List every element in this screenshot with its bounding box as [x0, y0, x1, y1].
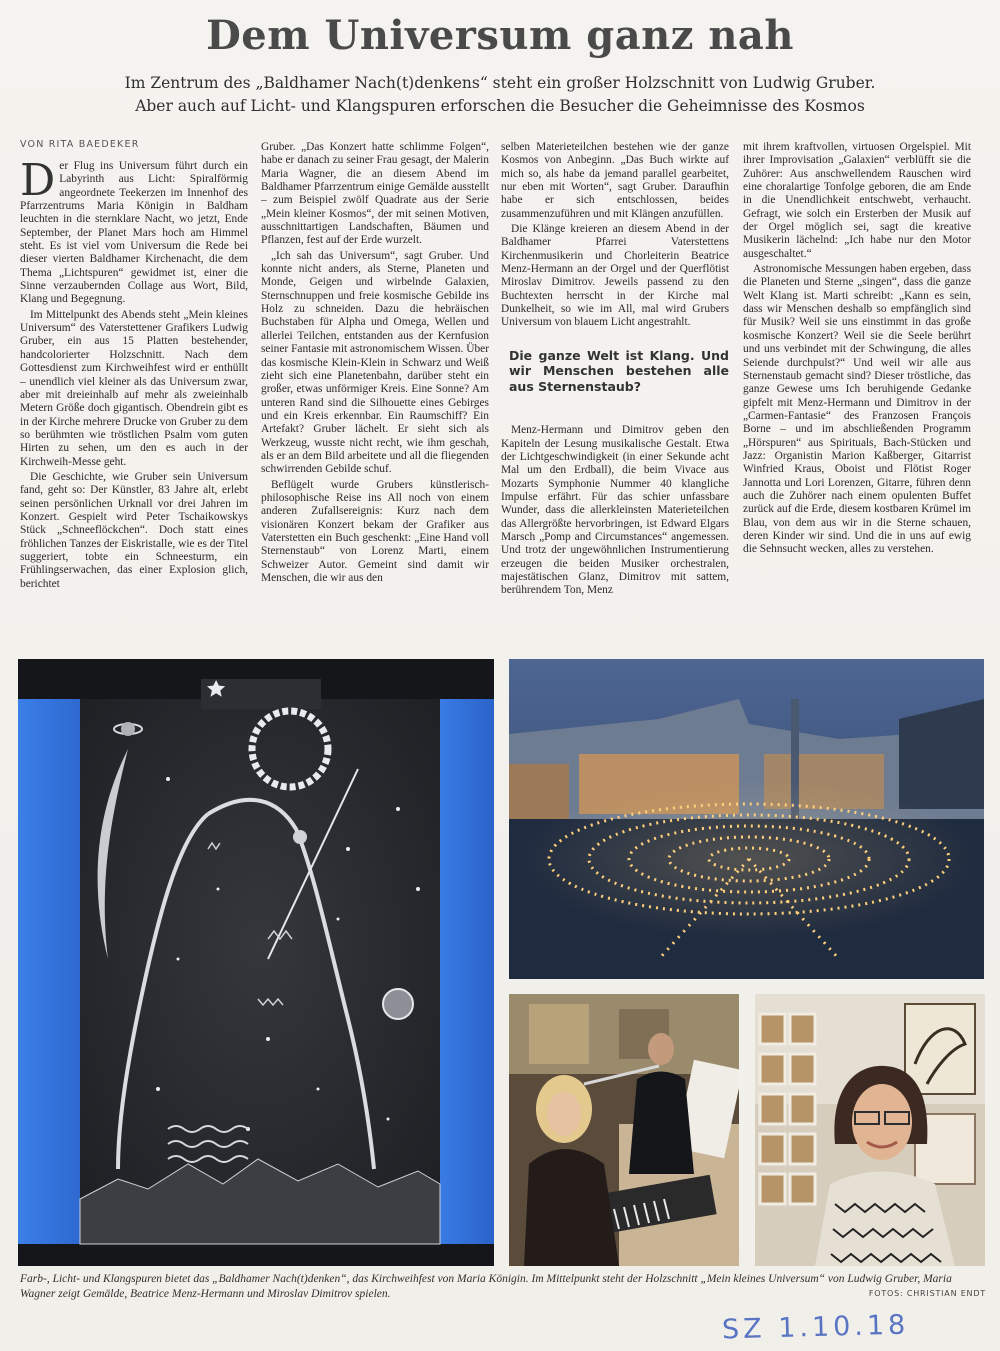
photo-candle-labyrinth: [509, 659, 984, 979]
article-paragraph: Die Geschichte, wie Gruber sein Universum fand, geht so: Der Künstler, 83 Jahre alt, erlebt seinen persönlichen Urknall vor drei Jahren im Konzert. Gespielt wird Peter Tschaikowskys Stück „Schneeflöckchen“. Doch statt eines fröhlichen Tanzes der Eiskristalle, wie es der Titel suggeriert, tobte ein Schneesturm, ein Frühlingserwachen, das einer Explosion glich, berichtet: [20, 470, 248, 590]
photo-woodcut: [18, 659, 494, 1266]
labyrinth-image: [509, 659, 984, 979]
article-column-4: [743, 141, 971, 641]
photo-painter: [755, 994, 985, 1266]
article-paragraph: Die Klänge kreieren an diesem Abend in der Baldhamer Pfarrei Vaterstettens Kirchenmusikerin und Chorleiterin Beatrice Menz-Hermann an der Orgel und der Querflötist Miroslav Dimitrov. Jeweils passend zu den Buchtexten herrscht in der Kirche mal Dunkelheit, so wie im All, mal wird Grubers Universum von blauem Licht angestrahlt.: [501, 223, 729, 329]
article-paragraph: Gruber. „Das Konzert hatte schlimme Folgen“, habe er danach zu seiner Frau gesagt, der Malerin Maria Wagner, die an diesem Abend im Baldhamer Pfarrzentrum einige Gemälde ausstellt – zum Beispiel zwölf Quadrate aus der Serie „Mein kleiner Kosmos“, der mit seinen Motiven, ausschnittartigen Landschaften, Bäumen und Pflanzen, fest auf der Erde wurzelt.: [261, 141, 489, 247]
headline: Dem Universum ganz nah: [206, 12, 794, 59]
byline: VON RITA BAEDEKER: [20, 139, 140, 150]
photo-credit: FOTOS: CHRISTIAN ENDT: [868, 1289, 986, 1298]
article-paragraph: Im Mittelpunkt des Abends steht „Mein kleines Universum“ des Vaterstettener Grafikers Ludwig Gruber, ein aus 15 Platten bestehender, handcolorierter Holzschnitt. Nach dem Gottesdienst zum Kirchweihfest wird er enthüllt – unendlich viel kleiner als das Universum zwar, aber mit dreieinhalb auf mehr als zweieinhalb Metern Größe doch gigantisch. Obendrein gibt es in der Kirche mehrere Drucke von Gruber zu dem so berühmten wie tröstlichen Psalm vom guten Hirten zu sehen, um den es auch in der Kirchweih-Messe geht.: [20, 308, 248, 468]
article-paragraph: „Ich sah das Universum“, sagt Gruber. Und konnte nicht anders, als Sterne, Planeten und Monde, Geigen und wirbelnde Galaxien, Sternschnuppen und freie kosmische Gebilde ins Holz zu schneiden. Dazu die hebräischen Buchstaben für Alpha und Omega, Wellen und allerlei Teilchen, entstanden aus der Kernfusion seiner Fantasie mit astronomischem Wissen. Über das kosmische Klein-Klein in Schwarz und Weiß zieht sich eine Planetenbahn, darüber steht ein großer, etwas unförmiger Kreis. Eine Sonne? Am unteren Rand sind die Silhouette eines Gebirges und ein Kreis erkennbar. Ein Raumschiff? Ein Artefakt? Gruber lächelt. Er sieht sich als Werkzeug, wusste nicht recht, wie ihm geschah, als er an dem Bild arbeitete und all die fliegenden schwirrenden Gebilde schuf.: [261, 249, 489, 476]
musicians-image: [509, 994, 739, 1266]
painter-image: [755, 994, 985, 1266]
woodcut-image: [18, 659, 494, 1266]
article-paragraph: Astronomische Messungen haben ergeben, dass die Planeten und Sterne „singen“, dass die ganze Welt Klang ist. Marti schreibt: „Kann es sein, dass wir Menschen deshalb so empfänglich sind für Musik? Weil sie uns einstimmt in das große kosmische Konzert? Weil sie die Seele berührt und uns verbindet mit der Schwingung, die alles Seiende durchpulst?“ Und weil wir alle aus Sternenstaub gemacht sind? Dieser tröstliche, das ganze Gewese ums Ich beruhigende Gedanke gipfelt mit Menz-Hermann und Dimitrov in der „Carmen-Fantasie“ des Franzosen François Borne – und im abschließenden Programm „Hörspuren“ aus Spirituals, Bach-Stücken und Jazz: Organistin Marion Kaßberger, Gitarrist Winfried Kraus, Oboist und Flötist Roger Jannotta und Lori Lorenzen, Gitarre, führen denn auch die Zuhörer nach einem opulenten Buffet zurück auf die Erde, diesem kostbaren Krümel im Blau, von dem aus wir in die Sterne schauen, deren Kinder wir sind. Und die in uns auf ewig die Sehnsucht wecken, alles zu verstehen.: [743, 263, 971, 556]
article-column-1: [20, 160, 248, 642]
subheadline: [60, 72, 940, 118]
article-paragraph: Beflügelt wurde Grubers künstlerisch-philosophische Reise ins All noch von einem anderen Zufallsereignis: Kurz nach dem visionären Konzert bekam der Grafiker aus Vaterstetten ein Buch geschenkt: „Eine Hand voll Sternenstaub“ von Lorenz Marti, einem Schweizer Autor. Gemeint sind damit wir Menschen, die wir aus den: [261, 478, 489, 584]
subheadline-line-1: Im Zentrum des „Baldhamer Nach(t)denkens“ steht ein großer Holzschnitt von Ludwig Gruber.: [124, 74, 876, 92]
article-paragraph: Menz-Hermann und Dimitrov geben den Kapiteln der Lesung musikalische Gestalt. Etwa der Lichtgeschwindigkeit (in einer Sekunde acht Mal um den Erdball), die beim Vivace aus Mozarts Symphonie Nummer 40 klangliche Impulse erfährt. Für das schier unfassbare Wunder, dass die allerkleinsten Materieteilchen das Allergrößte hervorbringen, ist Edward Elgars Marsch „Pomp and Circumstances“ angemessen. Und trotz der ungewöhnlichen Instrumentierung erzeugen die beiden Musiker orchestralen, majestätischen Glanz, Dimitrov mit sattem, berührendem Ton, Menz: [501, 424, 729, 597]
photo-caption: Farb-, Licht- und Klangspuren bietet das „Baldhamer Nach(t)denken“, das Kirchweihfest von Maria Königin. Im Mittelpunkt steht der Holzschnitt „Mein kleines Universum“ von Ludwig Gruber, Maria Wagner zeigt Gemälde, Beatrice Menz-Hermann und Miroslav Dimitrov spielen.: [20, 1273, 952, 1300]
handwritten-date-note: SZ 1.10.18: [721, 1309, 910, 1346]
subheadline-line-2: Aber auch auf Licht- und Klangspuren erforschen die Besucher die Geheimnisse des Kosmos: [135, 97, 865, 115]
article-paragraph: mit ihrem kraftvollen, virtuosen Orgelspiel. Mit ihrer Improvisation „Galaxien“ verblüfft sie die Zuhörer: Aus anschwellendem Rauschen wird eine choralartige Tonfolge geboren, die am Ende in die Unendlichkeit entschwebt, verhaucht. Gefragt, wie solch ein Ersterben der Musik auf der Orgel möglich sei, sagt die kreative Musikerin lächelnd: „Ich habe nur den Motor ausgeschaltet.“: [743, 141, 971, 260]
article-paragraph: selben Materieteilchen bestehen wie der ganze Kosmos von Anbeginn. „Das Buch wirkte auf mich so, als habe da jemand parallel gearbeitet, nur eben mit Worten“, sagt Gruber. Daraufhin habe er sich entschlossen, beides zusammenzuführen und mit Klängen anzufüllen.: [501, 141, 729, 220]
photo-musicians: [509, 994, 739, 1266]
article-paragraph: Der Flug ins Universum führt durch ein Labyrinth aus Licht: Spiralförmig angeordnete Teekerzen im Innenhof des Pfarrzentrums Maria Königin in Baldham leuchten in die sternklare Nacht, wo jetzt, Ende September, der Planet Mars hoch am Himmel steht. Es ist viel vom Universum die Rede bei dieser vierten Baldhamer Kirchenacht, die dem Thema „Lichtspuren“ gewidmet ist, einer die Sinne verzaubernden Collage aus Wort, Bild, Klang und Begegnung.: [20, 160, 248, 306]
article-column-3: [501, 141, 729, 641]
intertitle: Die ganze Welt ist Klang. Und wir Menschen bestehen alle aus Sternenstaub?: [509, 347, 729, 394]
article-column-2: [261, 141, 489, 641]
